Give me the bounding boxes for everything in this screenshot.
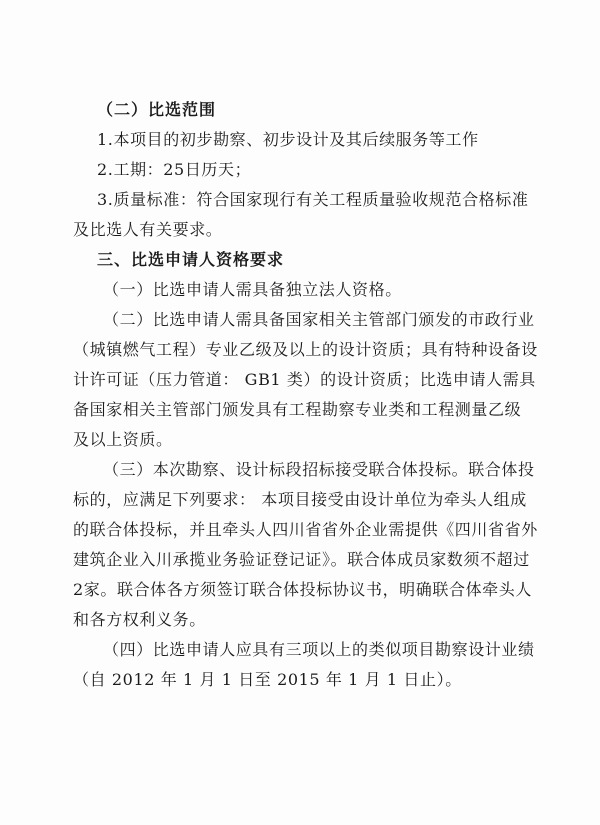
scope-item-1: 1.本项目的初步勘察、初步设计及其后续服务等工作 — [97, 130, 479, 149]
document-body — [73, 95, 538, 695]
qualification-item-3-line-2: 标的，应满足下列要求： 本项目接受由设计单位为牵头人组成 — [73, 490, 527, 509]
scope-item-3: 3.质量标准：符合国家现行有关工程质量验收规范合格标准 — [97, 190, 529, 209]
qualification-item-4: （四）比选申请人应具有三项以上的类似项目勘察设计业绩 — [103, 640, 535, 659]
qualification-item-2-line-5: 及以上资质。 — [73, 430, 173, 449]
qualification-item-3-line-5: 2家。联合体各方须签订联合体投标协议书，明确联合体牵头人 — [73, 580, 532, 599]
qualification-item-3: （三）本次勘察、设计标段招标接受联合体投标。联合体投 — [103, 460, 535, 479]
section-heading-comparison-scope: （二）比选范围 — [97, 100, 217, 119]
scope-item-3-continued: 及比选人有关要求。 — [73, 220, 223, 239]
qualification-item-2-line-2: （城镇燃气工程）专业乙级及以上的设计资质；具有特种设备设 — [73, 340, 538, 359]
section-heading-qualification: 三、比选申请人资格要求 — [97, 250, 285, 269]
qualification-item-2-line-3: 计许可证（压力管道： GB1 类）的设计资质；比选申请人需具 — [73, 370, 536, 389]
qualification-item-2: （二）比选申请人需具备国家相关主管部门颁发的市政行业 — [103, 310, 535, 329]
qualification-item-1: （一）比选申请人需具备独立法人资格。 — [103, 280, 402, 299]
qualification-item-4-line-2: （自 2012 年 1 月 1 日至 2015 年 1 月 1 日止）。 — [73, 670, 462, 689]
scope-item-2: 2.工期：25日历天； — [97, 160, 252, 179]
qualification-item-3-line-4: 建筑企业入川承揽业务验证登记证》。联合体成员家数须不超过 — [73, 550, 530, 569]
qualification-item-2-line-4: 备国家相关主管部门颁发具有工程勘察专业类和工程测量乙级 — [73, 400, 522, 419]
qualification-item-3-line-3: 的联合体投标，并且牵头人四川省省外企业需提供《四川省省外 — [73, 520, 538, 539]
qualification-item-3-line-6: 和各方权利义务。 — [73, 610, 206, 629]
